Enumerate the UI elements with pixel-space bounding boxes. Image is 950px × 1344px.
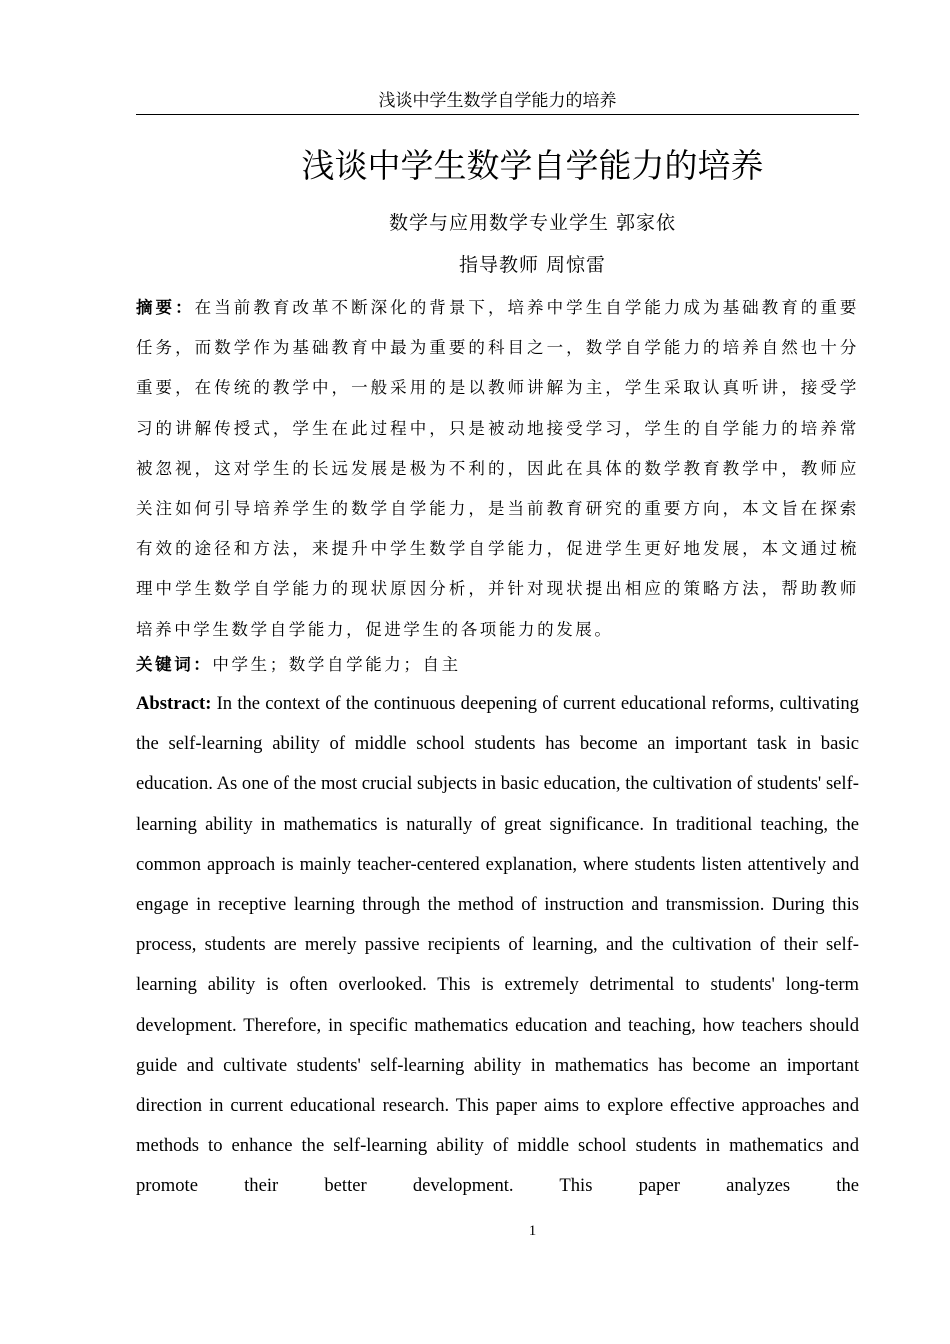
chinese-keywords xyxy=(136,645,859,685)
english-abstract xyxy=(136,684,859,1207)
chinese-abstract-text: 在当前教育改革不断深化的背景下，培养中学生自学能力成为基础教育的重要任务，而数学作为基础教育中最为重要的科目之一，数学自学能力的培养自然也十分重要，在传统的教学中，一般采用的是以教师讲解为主，学生采取认真听讲，接受学习的讲解传授式，学生在此过程中，只是被动地接受学习，学生的自学能力的培养常被忽视，这对学生的长远发展是极为不利的，因此在具体的数学教育教学中，教师应关注如何引导培养学生的数学自学能力，是当前教育研究的重要方向，本文旨在探索有效的途径和方法，来提升中学生数学自学能力，促进学生更好地发展，本文通过梳理中学生数学自学能力的现状原因分析，并针对现状提出相应的策略方法，帮助教师培养中学生数学自学能力，促进学生的各项能力的发展。 xyxy=(136,298,859,639)
author-line: 数学与应用数学专业学生 郭家依 xyxy=(388,212,677,234)
chinese-keywords-label: 关键词： xyxy=(136,655,213,674)
running-header: 浅谈中学生数学自学能力的培养 xyxy=(378,91,617,111)
header-rule xyxy=(136,114,859,115)
page-number: 1 xyxy=(528,1223,537,1239)
chinese-abstract xyxy=(136,288,859,650)
chinese-keywords-text: 中学生；数学自学能力；自主 xyxy=(212,655,461,674)
chinese-abstract-label: 摘要： xyxy=(136,298,195,317)
english-abstract-label: Abstract: xyxy=(136,693,212,714)
english-abstract-text: In the context of the continuous deepening of current educational reforms, cultivating the self-learning ability of middle school students has become an important task in basic education. As one of the most crucial subjects in basic education, the cultivation of students' self-learning ability in mathematics is naturally of great significance. In traditional teaching, the common approach is mainly teacher-centered explanation, where students listen attentively and engage in receptive learning through the method of instruction and transmission. During this process, students are merely passive recipients of learning, and the cultivation of their self-learning ability is often overlooked. This is extremely detrimental to students' long-term development. Therefore, in specific mathematics education and teaching, how teachers should guide and cultivate students' self-learning ability in mathematics has become an important direction in current educational research. This paper aims to explore effective approaches and methods to enhance the self-learning ability of middle school students in mathematics and promote their better development. This paper analyzes the xyxy=(136,693,859,1197)
paper-title: 浅谈中学生数学自学能力的培养 xyxy=(301,146,764,185)
advisor-line: 指导教师 周惊雷 xyxy=(458,254,607,276)
